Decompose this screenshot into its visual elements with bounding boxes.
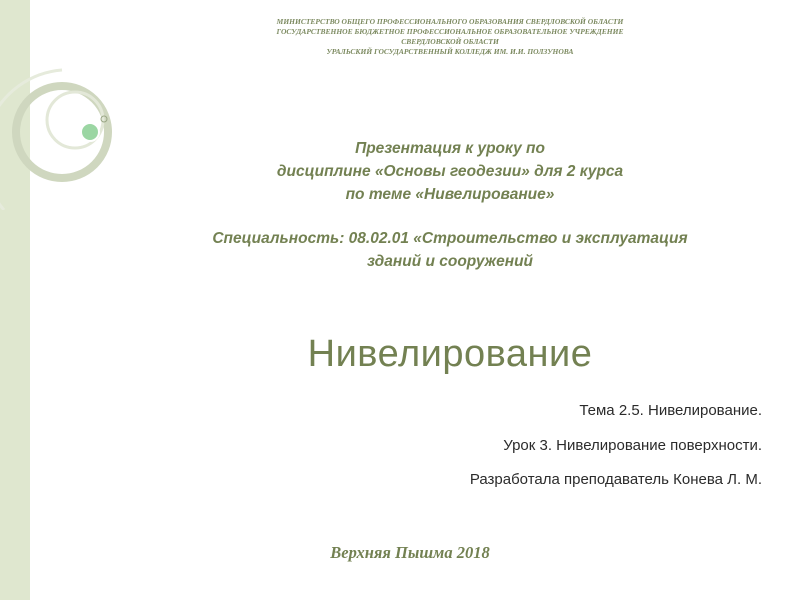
info-line-3: Разработала преподаватель Конева Л. М. (469, 471, 762, 488)
info-line-1: Тема 2.5. Нивелирование. (579, 402, 762, 419)
presentation-subtitle (120, 137, 780, 273)
header-line-3: СВЕРДЛОВСКОЙ ОБЛАСТИ (401, 37, 499, 46)
subtitle-line-5: зданий и сооружений (366, 253, 534, 270)
lesson-info (342, 401, 762, 505)
header-line-4: УРАЛЬСКИЙ ГОСУДАРСТВЕННЫЙ КОЛЛЕДЖ ИМ. И.И. ПОЛЗУНОВА (326, 47, 574, 56)
header-line-2: ГОСУДАРСТВЕННОЕ БЮДЖЕТНОЕ ПРОФЕССИОНАЛЬНОЕ ОБРАЗОВАТЕЛЬНОЕ УЧРЕЖДЕНИЕ (276, 27, 624, 36)
header-line-1: МИНИСТЕРСТВО ОБЩЕГО ПРОФЕССИОНАЛЬНОГО ОБРАЗОВАНИЯ СВЕРДЛОВСКОЙ ОБЛАСТИ (276, 17, 624, 26)
subtitle-line-2: дисциплине «Основы геодезии» для 2 курса (276, 163, 624, 180)
institution-header (220, 17, 680, 57)
decorative-rings (0, 0, 140, 210)
subtitle-line-3: по теме «Нивелирование» (345, 186, 555, 203)
info-line-2: Урок 3. Нивелирование поверхности. (503, 436, 762, 454)
green-dot (81, 123, 99, 141)
city-year-footer: Верхняя Пышма 2018 (330, 543, 490, 562)
subtitle-line-1: Презентация к уроку по (355, 140, 545, 157)
slide-title: Нивелирование (307, 333, 593, 375)
subtitle-line-4: Специальность: 08.02.01 «Строительство и эксплуатация (212, 230, 688, 247)
